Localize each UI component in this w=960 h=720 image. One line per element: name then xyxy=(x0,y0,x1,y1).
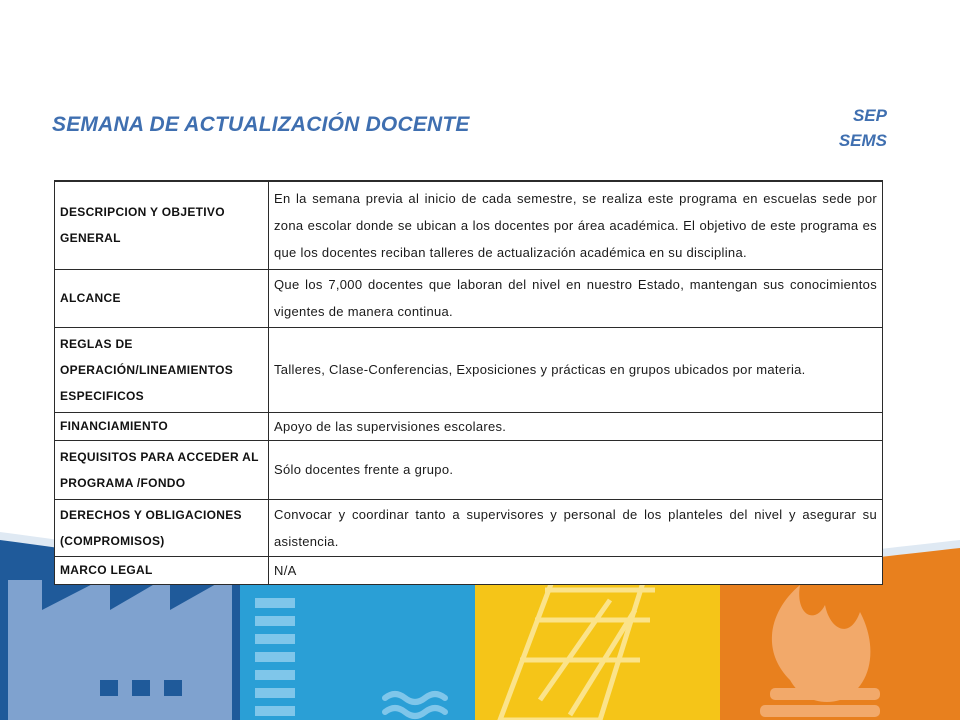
org-line-sems: SEMS xyxy=(838,131,887,150)
org-line-sep: SEP xyxy=(852,106,887,125)
row-label: REGLAS DE OPERACIÓN/LINEAMIENTOS ESPECIFICOS xyxy=(55,327,269,412)
table-row xyxy=(55,412,883,440)
table-row xyxy=(55,269,883,327)
row-value: Apoyo de las supervisiones escolares. xyxy=(269,412,883,440)
table-row xyxy=(55,556,883,584)
table-row xyxy=(55,440,883,499)
row-label: DESCRIPCION Y OBJETIVO GENERAL xyxy=(55,181,269,269)
row-label: REQUISITOS PARA ACCEDER AL PROGRAMA /FONDO xyxy=(55,440,269,499)
row-value: Convocar y coordinar tanto a supervisores y personal de los planteles del nivel y asegurar su asistencia. xyxy=(269,499,883,556)
table-row xyxy=(55,327,883,412)
program-info-table xyxy=(54,180,883,585)
row-label: ALCANCE xyxy=(55,269,269,327)
table-row xyxy=(55,499,883,556)
row-value: Que los 7,000 docentes que laboran del nivel en nuestro Estado, mantengan sus conocimientos vigentes de manera continua. xyxy=(269,269,883,327)
row-value: Talleres, Clase-Conferencias, Exposiciones y prácticas en grupos ubicados por materia. xyxy=(269,327,883,412)
row-label: DERECHOS Y OBLIGACIONES (COMPROMISOS) xyxy=(55,499,269,556)
row-label: MARCO LEGAL xyxy=(55,556,269,584)
row-label: FINANCIAMIENTO xyxy=(55,412,269,440)
row-value: En la semana previa al inicio de cada semestre, se realiza este programa en escuelas sede por zona escolar donde se ubican a los docentes por área académica. El objetivo de este programa es que los docentes reciban talleres de actualización académica en su disciplina. xyxy=(269,181,883,269)
row-value: N/A xyxy=(269,556,883,584)
org-label xyxy=(839,103,887,153)
table-row xyxy=(55,181,883,269)
page-title: SEMANA DE ACTUALIZACIÓN DOCENTE xyxy=(52,113,470,136)
row-value: Sólo docentes frente a grupo. xyxy=(269,440,883,499)
